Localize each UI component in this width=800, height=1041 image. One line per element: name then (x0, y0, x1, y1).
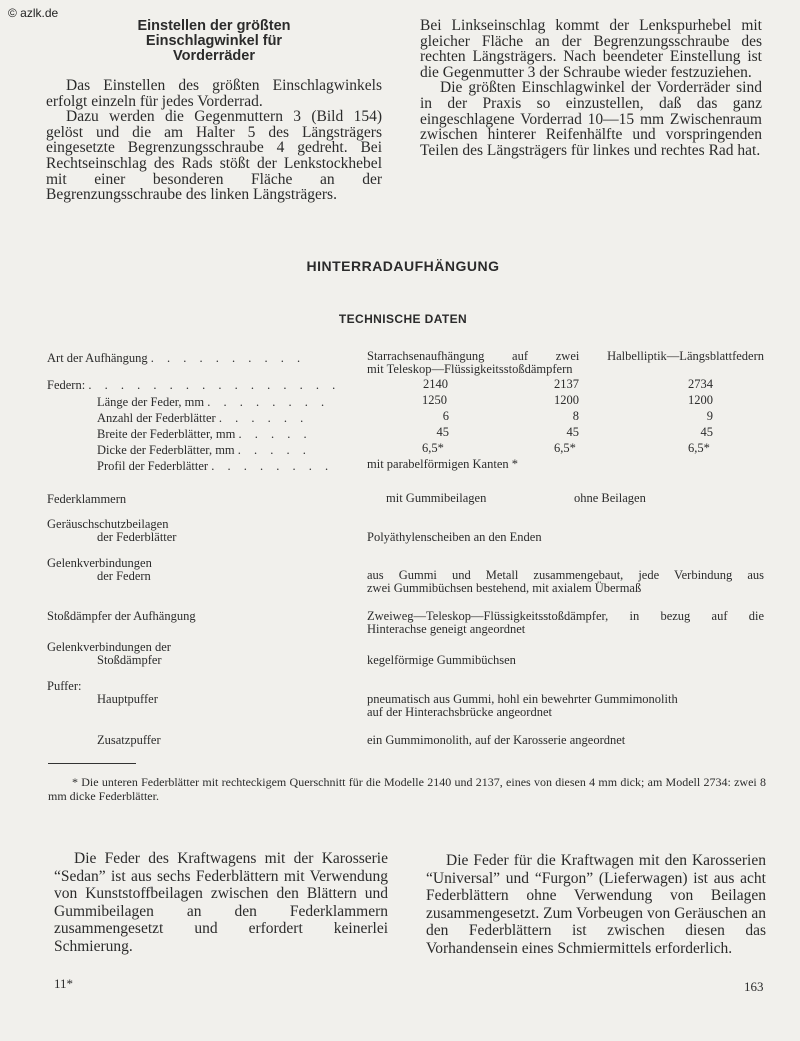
page-number: 163 (744, 979, 764, 994)
cell: 6 (442, 409, 449, 423)
cell: 6,5* (554, 441, 576, 455)
row-value: auf der Hinterachsbrücke angeordnet (367, 705, 552, 719)
paragraph: Das Einstellen des größten Einschlagwinkels erfolgt einzeln für jedes Vorderrad. (46, 77, 382, 110)
footnote-rule (48, 763, 136, 764)
cell: 9 (706, 409, 713, 423)
row-label: Profil der Federblätter . . . . . . . . (97, 459, 334, 473)
row-value: mit Teleskop—Flüssigkeitsstoßdämpfern (367, 362, 573, 376)
row-label: Gelenkverbindungen der (47, 640, 171, 654)
cell: 6,5* (688, 441, 710, 455)
row-value: zwei Gummibüchsen bestehend, mit axialem Übermaß (367, 581, 642, 595)
row-value: mit Gummibeilagen (386, 491, 487, 505)
row-label: der Federn (97, 569, 151, 583)
cell: 45 (566, 425, 579, 439)
paragraph: Bei Linkseinschlag kommt der Lenkspurhebel mit gleicher Fläche an der Begrenzungsschraube des rechten Längsträgers. Nach beendeter Einstellung ist die Gegenmutter 3 der Schraube wieder festzuziehen. (420, 17, 762, 81)
model-2140: 2140 (423, 377, 448, 391)
subsection-title: TECHNISCHE DATEN (338, 312, 468, 326)
cell: 45 (700, 425, 713, 439)
left-heading: Einstellen der größten Einschlagwinkel für Vorderräder (137, 18, 291, 64)
row-label: Federklammern (47, 492, 127, 506)
bottom-right-column (426, 852, 766, 957)
footnote: * Die unteren Federblätter mit rechteckigem Querschnitt für die Modelle 2140 und 2137, eines von diesen 4 mm dick; am Modell 2734: zwei 8 mm dicke Federblätter. (48, 775, 766, 803)
cell: 1250 (422, 393, 447, 407)
top-left-column (46, 19, 382, 203)
row-value: Starrachsenaufhängung auf zwei Halbelliptik—Längsblattfedern (367, 349, 764, 363)
row-label: der Federblätter (97, 530, 177, 544)
cell: 6,5* (422, 441, 444, 455)
top-right-column (420, 18, 762, 158)
cell: 1200 (688, 393, 713, 407)
cell: 8 (572, 409, 579, 423)
paragraph: Die Feder des Kraftwagens mit der Karosserie “Sedan” ist aus sechs Federblättern mit Verwendung von Kunststoffbeilagen zwischen den Blättern und Gummibeilagen an den Federklammern zusammengesetzt und erfordert keinerlei Schmierung. (54, 850, 388, 955)
row-value: mit parabelförmigen Kanten * (367, 457, 518, 471)
row-value: Hinterachse geneigt angeordnet (367, 622, 526, 636)
cell: 1200 (554, 393, 579, 407)
signature-mark: 11* (54, 976, 74, 991)
row-value: ein Gummimonolith, auf der Karosserie angeordnet (367, 733, 626, 747)
model-2137: 2137 (554, 377, 579, 391)
watermark: © azlk.de (8, 6, 59, 20)
row-label: Art der Aufhängung . . . . . . . . . . (47, 351, 306, 365)
row-label: Stoßdämpfer (97, 653, 162, 667)
row-label: Breite der Federblätter, mm . . . . . (97, 427, 312, 441)
row-value: pneumatisch aus Gummi, hohl ein bewehrter Gummimonolith (367, 692, 678, 706)
row-label: Anzahl der Federblätter . . . . . . (97, 411, 309, 425)
row-label: Zusatzpuffer (97, 733, 161, 747)
bottom-left-column (54, 850, 388, 955)
row-value: Zweiweg—Teleskop—Flüssigkeitsstoßdämpfer, in bezug auf die (367, 609, 764, 623)
row-label: Stoßdämpfer der Aufhängung (47, 609, 196, 623)
row-label: Gelenkverbindungen (47, 556, 152, 570)
model-2734: 2734 (688, 377, 713, 391)
row-value: aus Gummi und Metall zusammengebaut, jede Verbindung aus (367, 568, 764, 582)
row-label: Hauptpuffer (97, 692, 158, 706)
row-label: Puffer: (47, 679, 82, 693)
row-value: ohne Beilagen (574, 491, 646, 505)
cell: 45 (436, 425, 449, 439)
paragraph: Die Feder für die Kraftwagen mit den Karosserien “Universal” und “Furgon” (Lieferwagen) ist aus acht Federblättern ohne Verwendung von Beilagen zusammengesetzt. Zum Vorbeugen von Geräuschen an den Federblättern ist zwischen diesen das Vorhandensein eines Schmiermittels erforderlich. (426, 852, 766, 957)
row-label: Geräuschschutzbeilagen (47, 517, 169, 531)
row-value: kegelförmige Gummibüchsen (367, 653, 516, 667)
paragraph: Dazu werden die Gegenmuttern 3 (Bild 154) gelöst und die am Halter 5 des Längsträgers eingesetzte Begrenzungsschraube 4 gedreht. Bei Rechtseinschlag des Rads stößt der Lenkstockhebel mit einer besonderen Fläche an der Begrenzungsschraube des linken Längsträgers. (46, 108, 382, 204)
section-title: HINTERRADAUFHÄNGUNG (306, 258, 500, 274)
row-label: Federn: . . . . . . . . . . . . . . . . (47, 378, 341, 392)
row-value: Polyäthylenscheiben an den Enden (367, 530, 542, 544)
paragraph: Die größten Einschlagwinkel der Vorderräder sind in der Praxis so einzustellen, daß das ganz eingeschlagene Vorderrad 10—15 mm Zwischenraum zwischen hinterer Reifenhälfte und vorspringenden Teilen des Längsträgers für linkes und rechtes Rad hat. (420, 79, 762, 159)
row-label: Länge der Feder, mm . . . . . . . . (97, 395, 330, 409)
row-label: Dicke der Federblätter, mm . . . . . (97, 443, 311, 457)
